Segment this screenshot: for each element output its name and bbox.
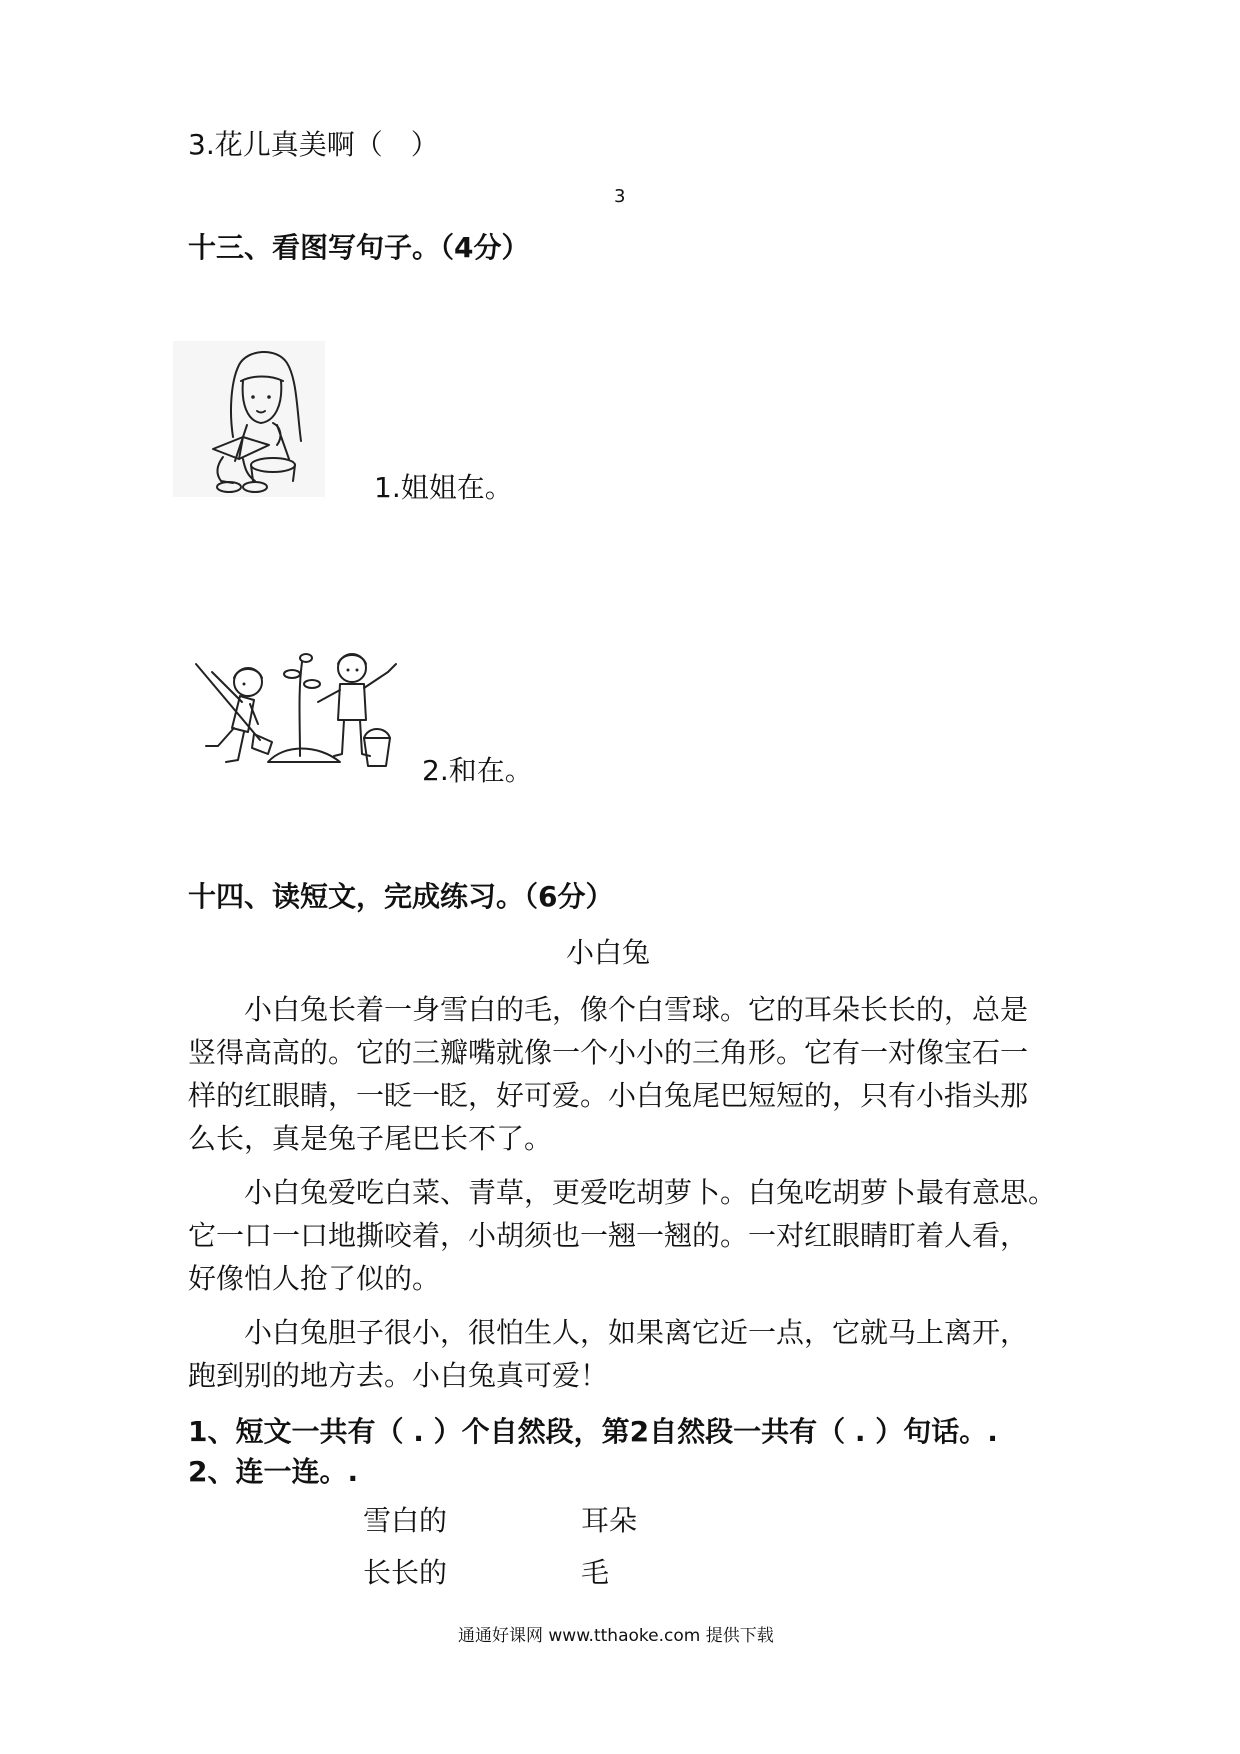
section-13-item-1: 1.姐姐在。 [374,471,513,504]
passage-line: 么长，真是兔子尾巴长不了。 [188,1122,553,1155]
footer-source: 通通好课网 www.tthaoke.com 提供下载 [458,1626,774,1646]
matching-right-item-1: 耳朵 [581,1504,638,1537]
passage-paragraph-1 [188,988,1088,1160]
passage-line: 小白兔长着一身雪白的毛，像个白雪球。它的耳朵长长的，总是 [244,993,1029,1026]
matching-left-item-2: 长长的 [363,1556,448,1589]
question-3-flowers: 3.花儿真美啊（ ） [188,128,439,161]
passage-paragraph-3 [188,1311,1088,1397]
passage-line: 跑到别的地方去。小白兔真可爱！ [188,1359,609,1392]
boy-with-bucket [318,654,396,756]
passage-line: 好像怕人抢了似的。 [188,1262,441,1295]
passage-line: 小白兔爱吃白菜、青草，更爱吃胡萝卜。白兔吃胡萝卜最有意思。 [244,1176,1057,1209]
section-13-heading: 十三、看图写句子。（4分） [188,231,530,264]
question-paragraph-count: 1、短文一共有（ . ）个自然段，第2自然段一共有（ . ）句话。. [188,1415,998,1448]
passage-line: 竖得高高的。它的三瓣嘴就像一个小小的三角形。它有一对像宝石一 [188,1036,1029,1069]
water-bucket [364,729,390,766]
matching-right-item-2: 毛 [581,1556,610,1589]
children-planting-tree-picture [188,642,416,777]
girl-reading-picture [173,341,325,497]
section-13-item-2: 2.和在。 [422,754,533,787]
matching-left-item-1: 雪白的 [363,1504,448,1537]
passage-title: 小白兔 [566,936,651,969]
section-14-heading: 十四、读短文，完成练习。（6分） [188,880,614,913]
passage-line: 小白兔胆子很小，很怕生人，如果离它近一点，它就马上离开， [244,1316,1029,1349]
passage-paragraph-2 [188,1171,1088,1300]
page-number: 3 [614,186,626,207]
passage-line: 它一口一口地撕咬着，小胡须也一翘一翘的。一对红眼睛盯着人看， [188,1219,1029,1252]
question-matching: 2、连一连。. [188,1455,359,1488]
tree-sapling [284,654,320,756]
passage-line: 样的红眼睛，一眨一眨，好可爱。小白兔尾巴短短的，只有小指头那 [188,1079,1029,1112]
soil-mound [268,749,340,763]
